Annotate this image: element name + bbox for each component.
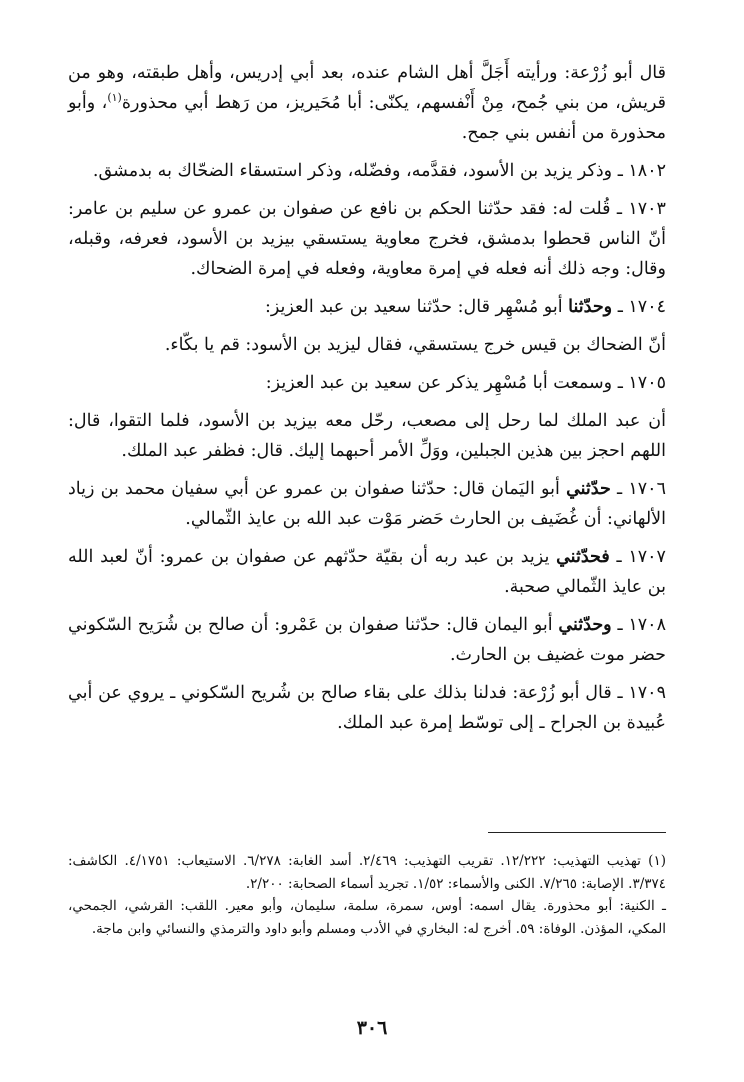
paragraph-text: وسمعت أبا مُسْهِر يذكر عن سعيد بن عبد العزيز: xyxy=(265,373,613,393)
paragraph-1708 xyxy=(68,610,666,670)
paragraph-1707 xyxy=(68,542,666,602)
paragraph-text: يزيد بن عبد ربه أن بقيّة حدّثهم عن صفوان بن عمرو: أنّ لعبد الله بن عايذ الثّمالي صحبة. xyxy=(68,547,666,597)
paragraph-text: فقد حدّثنا الحكم بن نافع عن صفوان بن عمرو عن سليم بن عامر: أنّ الناس قحطوا بدمشق، فخرج معاوية يستسقي بيزيد بن الأسود، فعرفه، وقبله، وقال: وجه ذلك أنه فعله في إمرة معاوية، وفعله في إمرة الضحاك. xyxy=(68,199,666,279)
entry-number: ١٧٠٤ ـ xyxy=(617,297,666,317)
entry-number: ١٧٠٦ ـ xyxy=(617,479,666,499)
entry-keyword: قُلت له: xyxy=(552,199,611,219)
paragraph-text: أنّ الضحاك بن قيس خرج يستسقي، فقال ليزيد بن الأسود: قم يا بكّاء. xyxy=(164,335,666,355)
paragraph-text: أبو اليَمان قال: حدّثنا صفوان بن عمرو عن أبي سفيان محمد بن زياد الألهاني: أن غُضَيف بن الحارث حَضر مَوْت عبد الله بن عايذ الثّمالي. xyxy=(68,479,666,529)
entry-number: ١٧٠٨ ـ xyxy=(617,615,666,635)
paragraph-0 xyxy=(68,58,666,148)
entry-number: ١٧٠٧ ـ xyxy=(616,547,666,567)
paragraph-text: قال أبو زُرْعة: فدلنا بذلك على بقاء صالح بن شُريح السّكوني ـ يروي عن أبي عُبيدة بن الجراح ـ إلى توسّط إمرة عبد الملك. xyxy=(68,683,666,733)
footnote-1: (١) تهذيب التهذيب: ١٢/٢٢٢. تقريب التهذيب: ٢/٤٦٩. أسد الغابة: ٦/٢٧٨. الاستيعاب: ٤/١٧٥١. الكاشف: ٣/٣٧٤. الإصابة: ٧/٢٦٥. الكنى والأسماء: ١/٥٢. تجريد أسماء الصحابة: ٢/٢٠٠. xyxy=(68,853,666,892)
footnote-marker[interactable]: (١) xyxy=(107,91,122,105)
entry-keyword: فحدّثني xyxy=(556,547,610,567)
footnote-1-continued: ـ الكنية: أبو محذورة. يقال اسمه: أوس، سمرة، سلمة، سليمان، وأبو معير. اللقب: القرشي، الجمحي، المكي، المؤذن. الوفاة: ٥٩. أخرج له: البخاري في الأدب ومسلم وأبو داود والترمذي والنسائي وابن ماجة. xyxy=(68,898,666,937)
footnotes xyxy=(68,850,666,940)
main-text xyxy=(68,58,666,746)
entry-number: ١٧٠٣ ـ xyxy=(616,199,666,219)
paragraph-1704 xyxy=(68,292,666,322)
paragraph-text: أبو اليمان قال: حدّثنا صفوان بن عَمْرو: أن صالح بن شُرَيح السّكوني حضر موت غضيف بن الحارث. xyxy=(68,615,666,665)
paragraph-text: أن عبد الملك لما رحل إلى مصعب، رحّل معه بيزيد بن الأسود، فلما التقوا، قال: اللهم احجز بين هذين الجبلين، ووَلِّ الأمر أحبهما إليك. قال: فظفر عبد الملك. xyxy=(68,411,666,461)
paragraph-1704-text xyxy=(68,330,666,360)
paragraph-1705 xyxy=(68,368,666,398)
paragraph-1703 xyxy=(68,194,666,284)
entry-number: ١٧٠٥ ـ xyxy=(617,373,666,393)
entry-keyword: حدّثني xyxy=(566,479,611,499)
paragraph-1709 xyxy=(68,678,666,738)
paragraph-1802 xyxy=(68,156,666,186)
page-number: ٣٠٦ xyxy=(356,1017,388,1039)
entry-keyword: وحدّثنا xyxy=(568,297,613,317)
paragraph-1706 xyxy=(68,474,666,534)
footnote-divider xyxy=(488,832,666,833)
paragraph-text: وذكر يزيد بن الأسود، فقدَّمه، وفضّله، وذكر استسقاء الضحّاك به بدمشق. xyxy=(92,161,613,181)
paragraph-1705-text xyxy=(68,406,666,466)
entry-number: ١٧٠٩ ـ xyxy=(617,683,666,703)
entry-keyword: وحدّثني xyxy=(558,615,612,635)
entry-number: ١٨٠٢ ـ xyxy=(617,161,666,181)
paragraph-text: قال أبو زُرْعة: ورأيته أَجَلَّ أهل الشام عنده، بعد أبي إدريس، وأهل طبقته، وهو من قريش، من بني جُمح، مِنْ أَنْفسهم، يكنّى: أبا مُحَيريز، من رَهط أبي محذورة xyxy=(68,63,667,113)
paragraph-text-after: ، وأبو محذورة من أنفس بني جمح. xyxy=(68,93,666,143)
paragraph-text: أبو مُسْهِر قال: حدّثنا سعيد بن عبد العزيز: xyxy=(264,297,563,317)
